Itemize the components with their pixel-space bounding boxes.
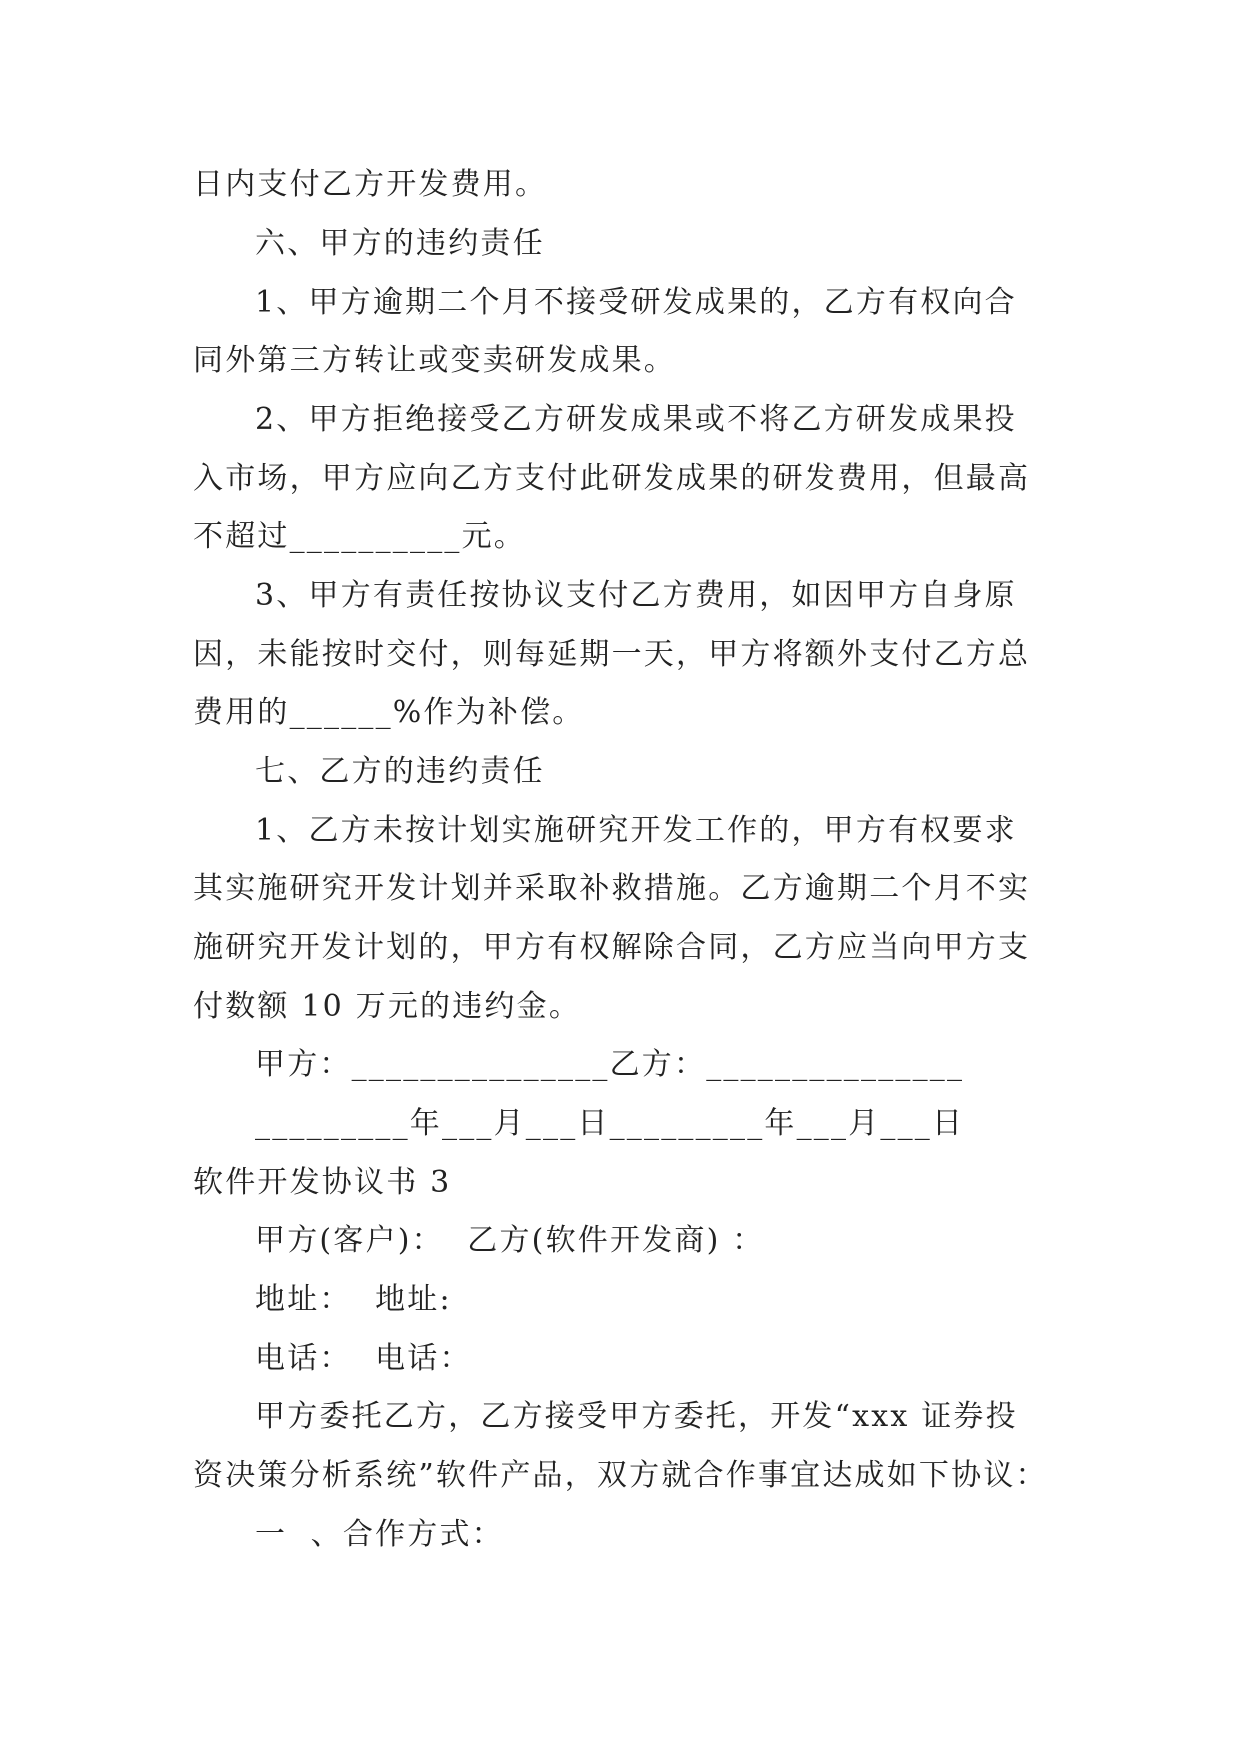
phone-line: 电话： 电话： <box>255 1341 472 1376</box>
section-heading: 六、甲方的违约责任 <box>255 226 545 261</box>
section-heading: 七、乙方的违约责任 <box>255 754 545 789</box>
party-line: 甲方(客户)： 乙方(软件开发商) ： <box>255 1223 765 1258</box>
section-heading: 一 、合作方式： <box>255 1517 504 1552</box>
text-line: 日内支付乙方开发费用。 <box>193 167 548 202</box>
text-line: 3、甲方有责任按协议支付乙方费用，如因甲方自身原 <box>255 578 1017 613</box>
text-line: 入市场，甲方应向乙方支付此研发成果的研发费用，但最高 <box>193 461 1031 496</box>
signature-line: 甲方：_______________乙方：_______________ <box>255 1047 965 1082</box>
text-line: 其实施研究开发计划并采取补救措施。乙方逾期二个月不实 <box>193 871 1031 906</box>
text-line: 费用的______%作为补偿。 <box>193 695 585 730</box>
text-line: 1、乙方未按计划实施研究开发工作的，甲方有权要求 <box>255 813 1017 848</box>
text-line: 因，未能按时交付，则每延期一天，甲方将额外支付乙方总 <box>193 637 1031 672</box>
address-line: 地址： 地址: <box>255 1282 452 1317</box>
document-title: 软件开发协议书 3 <box>193 1165 452 1200</box>
date-line: _________年___月___日_________年___月___日 <box>255 1106 965 1141</box>
text-line: 不超过__________元。 <box>193 519 526 554</box>
text-line: 同外第三方转让或变卖研发成果。 <box>193 343 676 378</box>
text-line: 资决策分析系统”软件产品，双方就合作事宜达成如下协议： <box>193 1458 1048 1493</box>
text-line: 甲方委托乙方，乙方接受甲方委托，开发“xxx 证券投 <box>255 1399 1018 1434</box>
text-line: 2、甲方拒绝接受乙方研发成果或不将乙方研发成果投 <box>255 402 1017 437</box>
text-line: 1、甲方逾期二个月不接受研发成果的，乙方有权向合 <box>255 285 1017 320</box>
text-line: 施研究开发计划的，甲方有权解除合同，乙方应当向甲方支 <box>193 930 1031 965</box>
text-line: 付数额 10 万元的违约金。 <box>193 989 582 1024</box>
